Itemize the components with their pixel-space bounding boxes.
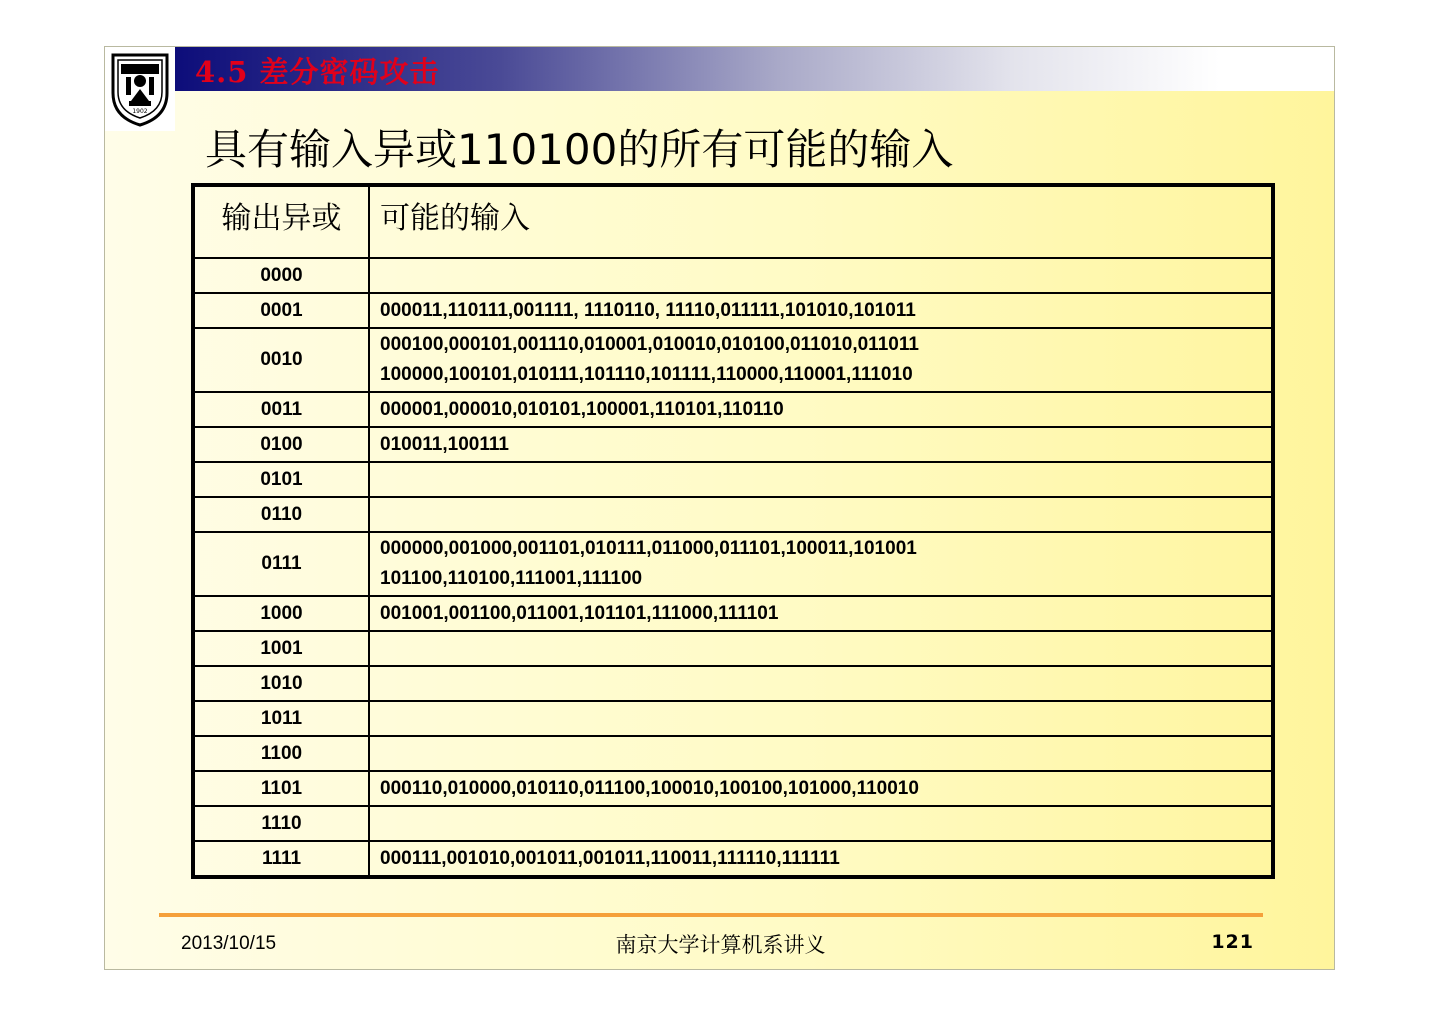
logo [105,47,175,131]
output-xor-cell: 1110 [193,806,369,841]
table-row [193,596,1273,631]
output-xor-cell: 0001 [193,293,369,328]
possible-inputs-cell [369,841,1273,877]
possible-inputs-cell [369,736,1273,771]
output-xor-cell: 1100 [193,736,369,771]
output-xor-cell: 0111 [193,532,369,596]
output-xor-cell: 0110 [193,497,369,532]
table-row [193,701,1273,736]
column-header-possible-inputs: 可能的输入 [369,185,1273,258]
output-xor-cell: 0100 [193,427,369,462]
table-row [193,736,1273,771]
output-xor-cell: 1111 [193,841,369,877]
possible-inputs-cell [369,392,1273,427]
possible-inputs-cell [369,293,1273,328]
university-seal-icon [109,51,171,127]
xor-input-table [191,183,1275,879]
slide [104,46,1335,970]
output-xor-cell: 1000 [193,596,369,631]
page-number: 121 [1211,931,1254,953]
output-xor-cell: 1001 [193,631,369,666]
svg-text:1902: 1902 [132,108,148,115]
possible-inputs-cell [369,771,1273,806]
possible-inputs-cell [369,701,1273,736]
possible-inputs-cell [369,596,1273,631]
possible-inputs-cell [369,258,1273,293]
table-row [193,841,1273,877]
possible-inputs-line: 000100,000101,001110,010001,010010,010100,011010,011011 [380,334,919,355]
possible-inputs-line: 101100,110100,111001,111100 [380,568,643,589]
output-xor-cell: 0000 [193,258,369,293]
section-title: 4.5 差分密码攻击 [195,55,440,89]
possible-inputs-cell [369,328,1273,392]
possible-inputs-cell [369,806,1273,841]
table-row [193,806,1273,841]
output-xor-cell: 1011 [193,701,369,736]
table-row [193,293,1273,328]
possible-inputs-line: 001001,001100,011001,101101,111000,111101 [380,602,779,624]
possible-inputs-line: 000001,000010,010101,100001,110101,110110 [380,398,784,420]
table-row [193,532,1273,596]
output-xor-cell: 0101 [193,462,369,497]
possible-inputs-cell [369,532,1273,596]
table-row [193,427,1273,462]
table-row [193,771,1273,806]
possible-inputs-cell [369,666,1273,701]
possible-inputs-line: 000011,110111,001111, 1110110, 11110,011111,101010,101011 [380,299,916,321]
table-row [193,497,1273,532]
table-row [193,258,1273,293]
output-xor-cell: 1010 [193,666,369,701]
possible-inputs-cell [369,462,1273,497]
page-title: 具有输入异或110100的所有可能的输入 [205,125,954,174]
possible-inputs-cell [369,631,1273,666]
column-header-output-xor: 输出异或 [193,185,369,258]
possible-inputs-line: 000000,001000,001101,010111,011000,011101,100011,101001 [380,538,917,559]
footer-course-name: 南京大学计算机系讲义 [615,933,826,957]
possible-inputs-cell [369,427,1273,462]
table-row [193,328,1273,392]
possible-inputs-line: 010011,100111 [380,433,509,455]
table-row [193,462,1273,497]
possible-inputs-line: 100000,100101,010111,101110,101111,110000,110001,111010 [380,364,913,385]
table-row [193,666,1273,701]
output-xor-cell: 1101 [193,771,369,806]
table-row [193,631,1273,666]
output-xor-cell: 0011 [193,392,369,427]
possible-inputs-line: 000111,001010,001011,001011,110011,111110,111111 [380,847,840,869]
output-xor-cell: 0010 [193,328,369,392]
possible-inputs-line: 000110,010000,010110,011100,100010,100100,101000,110010 [380,777,919,799]
table-body [193,258,1273,877]
table-header-row [193,185,1273,258]
possible-inputs-cell [369,497,1273,532]
table-row [193,392,1273,427]
footer-date: 2013/10/15 [181,933,277,954]
footer-divider [159,913,1263,917]
